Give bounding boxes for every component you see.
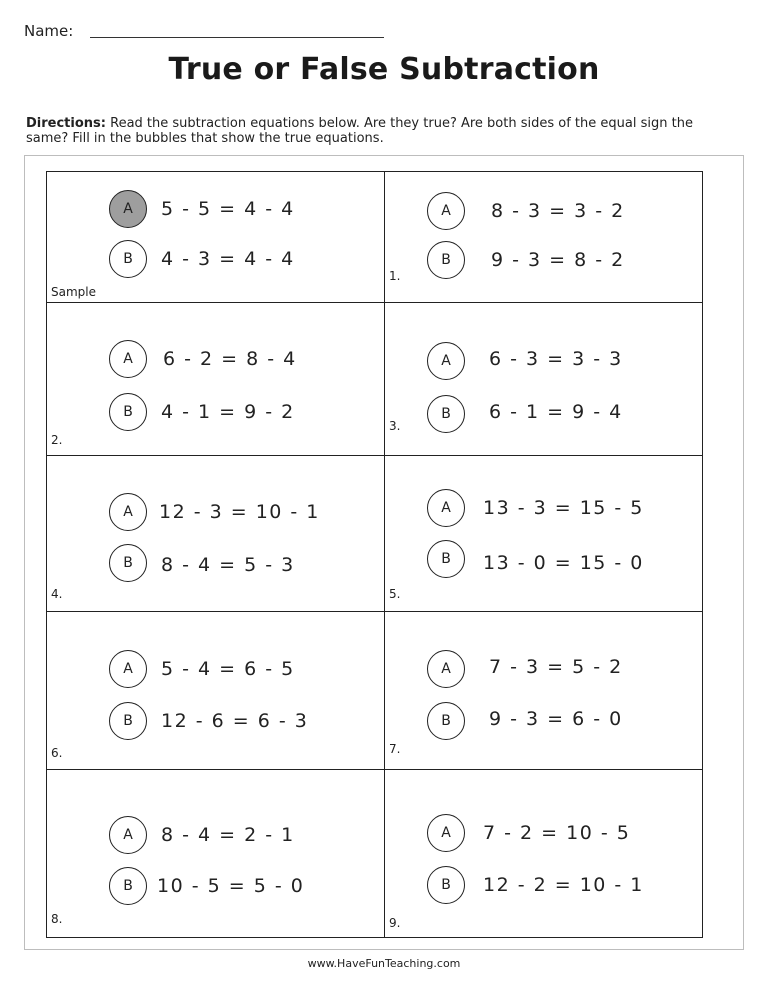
bubble-b[interactable]: B — [109, 393, 147, 431]
equation-a: 13 - 3 = 15 - 5 — [483, 497, 644, 519]
bubble-a[interactable]: A — [427, 489, 465, 527]
bubble-a[interactable]: A — [109, 493, 147, 531]
equation-a: 6 - 3 = 3 - 3 — [489, 348, 623, 370]
problem-cell-2 — [47, 303, 385, 456]
page-title: True or False Subtraction — [168, 52, 600, 87]
problem-cell-7 — [385, 612, 702, 770]
problem-cell-8 — [47, 770, 385, 937]
equation-a: 6 - 2 = 8 - 4 — [163, 348, 297, 370]
bubble-a[interactable]: A — [109, 816, 147, 854]
problem-label: 7. — [389, 742, 401, 756]
problem-label: 2. — [51, 433, 63, 447]
equation-b: 12 - 2 = 10 - 1 — [483, 874, 644, 896]
problem-label: 1. — [389, 269, 401, 283]
problem-label: 5. — [389, 587, 401, 601]
problem-label: 8. — [51, 912, 63, 926]
problem-label: 9. — [389, 916, 401, 930]
bubble-a[interactable]: A — [427, 650, 465, 688]
equation-a: 5 - 4 = 6 - 5 — [161, 658, 295, 680]
problem-cell-9 — [385, 770, 702, 937]
bubble-a[interactable]: A — [109, 340, 147, 378]
bubble-b[interactable]: B — [427, 395, 465, 433]
equation-b: 9 - 3 = 6 - 0 — [489, 708, 623, 730]
problem-cell-5 — [385, 456, 702, 612]
directions-text: Read the subtraction equations below. Are they true? Are both sides of the equal sign the same? Fill in the bubbles that show the true equations. — [26, 116, 693, 146]
equation-a: 12 - 3 = 10 - 1 — [159, 501, 320, 523]
directions-label: Directions: — [26, 116, 106, 131]
directions — [26, 116, 726, 146]
problem-label: 4. — [51, 587, 63, 601]
name-label: Name: — [24, 22, 74, 40]
problem-label: 6. — [51, 746, 63, 760]
equation-a: 8 - 3 = 3 - 2 — [491, 200, 625, 222]
equation-b: 12 - 6 = 6 - 3 — [161, 710, 309, 732]
problem-cell-sample — [47, 172, 385, 303]
equation-b: 4 - 3 = 4 - 4 — [161, 248, 295, 270]
bubble-a[interactable]: A — [427, 814, 465, 852]
name-input-line[interactable] — [90, 37, 384, 38]
problem-cell-3 — [385, 303, 702, 456]
bubble-b[interactable]: B — [427, 540, 465, 578]
equation-b: 13 - 0 = 15 - 0 — [483, 552, 644, 574]
equation-b: 9 - 3 = 8 - 2 — [491, 249, 625, 271]
equation-a: 7 - 3 = 5 - 2 — [489, 656, 623, 678]
bubble-a[interactable]: A — [109, 650, 147, 688]
equation-b: 6 - 1 = 9 - 4 — [489, 401, 623, 423]
problem-label: 3. — [389, 419, 401, 433]
equation-b: 10 - 5 = 5 - 0 — [157, 875, 305, 897]
bubble-b[interactable]: B — [109, 544, 147, 582]
bubble-b[interactable]: B — [109, 867, 147, 905]
equation-a: 5 - 5 = 4 - 4 — [161, 198, 295, 220]
problem-cell-4 — [47, 456, 385, 612]
bubble-b[interactable]: B — [427, 241, 465, 279]
bubble-a[interactable]: A — [109, 190, 147, 228]
equation-a: 7 - 2 = 10 - 5 — [483, 822, 631, 844]
equation-b: 8 - 4 = 5 - 3 — [161, 554, 295, 576]
equation-a: 8 - 4 = 2 - 1 — [161, 824, 295, 846]
bubble-b[interactable]: B — [109, 702, 147, 740]
problem-cell-6 — [47, 612, 385, 770]
bubble-b[interactable]: B — [427, 866, 465, 904]
bubble-b[interactable]: B — [109, 240, 147, 278]
problem-grid — [46, 171, 703, 938]
bubble-a[interactable]: A — [427, 342, 465, 380]
problem-cell-1 — [385, 172, 702, 303]
bubble-a[interactable]: A — [427, 192, 465, 230]
equation-b: 4 - 1 = 9 - 2 — [161, 401, 295, 423]
problem-label: Sample — [51, 285, 96, 299]
footer-url: www.HaveFunTeaching.com — [307, 957, 461, 970]
bubble-b[interactable]: B — [427, 702, 465, 740]
